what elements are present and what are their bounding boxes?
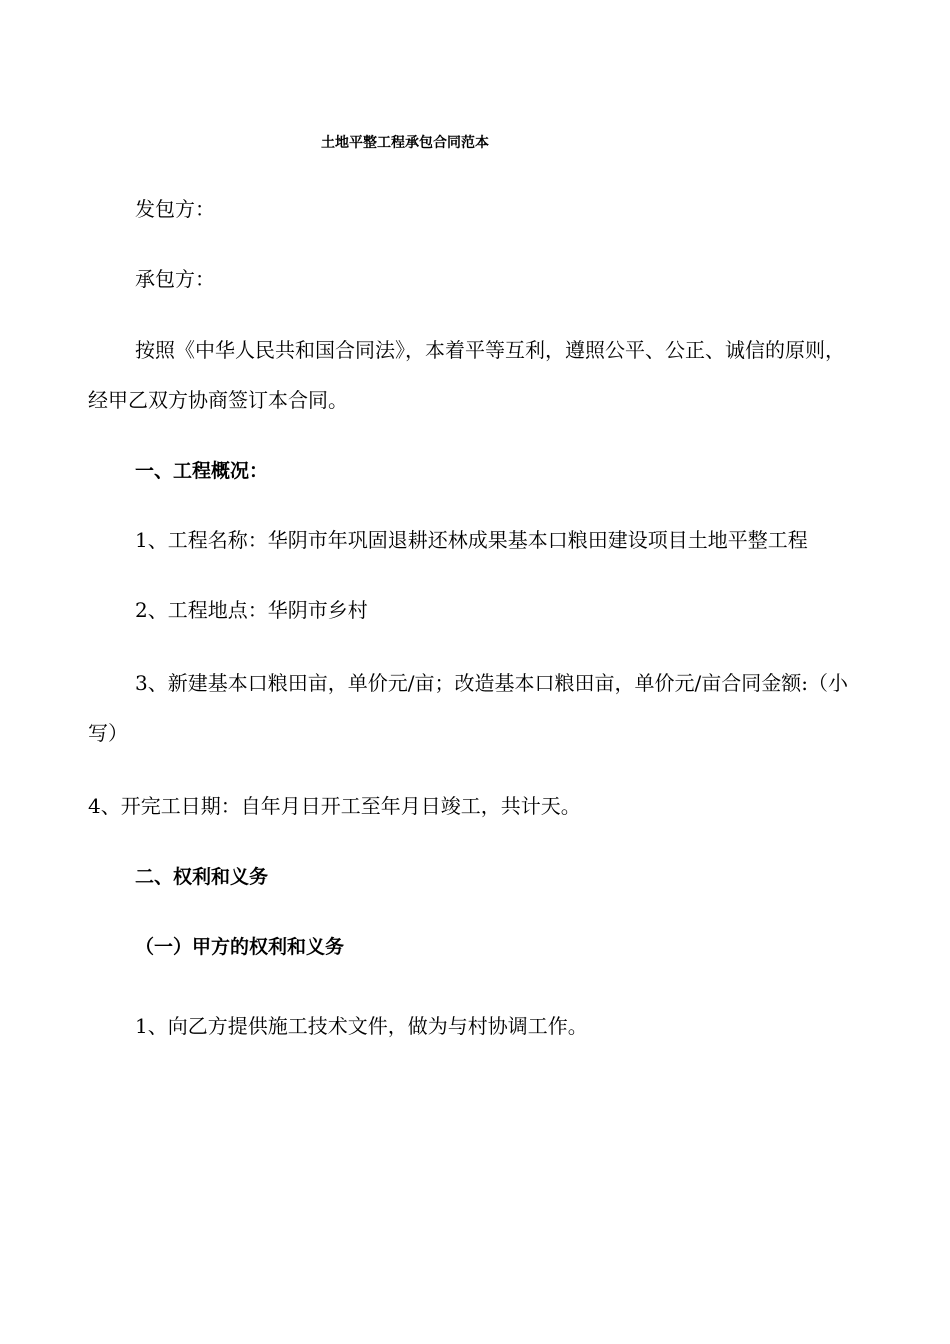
item-3-line-1: 3、新建基本口粮田亩，单价元/亩；改造基本口粮田亩，单价元/亩合同金额:（小: [135, 671, 848, 695]
item-1-project-name: 1、工程名称：华阴市年巩固退耕还林成果基本口粮田建设项目土地平整工程: [135, 528, 808, 552]
section-2-heading: 二、权利和义务: [135, 866, 269, 888]
item-3-line-2: 写）: [88, 721, 128, 745]
intro-paragraph-line-1: 按照《中华人民共和国合同法》，本着平等互利，遵照公平、公正、诚信的原则，: [135, 338, 845, 362]
sub-item-1: 1、向乙方提供施工技术文件，做为与村协调工作。: [135, 1014, 588, 1038]
party-a-label: 发包方：: [135, 197, 215, 221]
subsection-1-heading: （一）甲方的权利和义务: [135, 936, 345, 958]
item-4-dates: 4、开完工日期：自年月日开工至年月日竣工，共计天。: [88, 794, 581, 818]
intro-paragraph-line-2: 经甲乙双方协商签订本合同。: [88, 388, 348, 412]
item-2-project-location: 2、工程地点：华阴市乡村: [135, 598, 368, 622]
section-1-heading: 一、工程概况：: [135, 460, 269, 482]
party-b-label: 承包方：: [135, 267, 215, 291]
document-title: 土地平整工程承包合同范本: [321, 135, 489, 151]
